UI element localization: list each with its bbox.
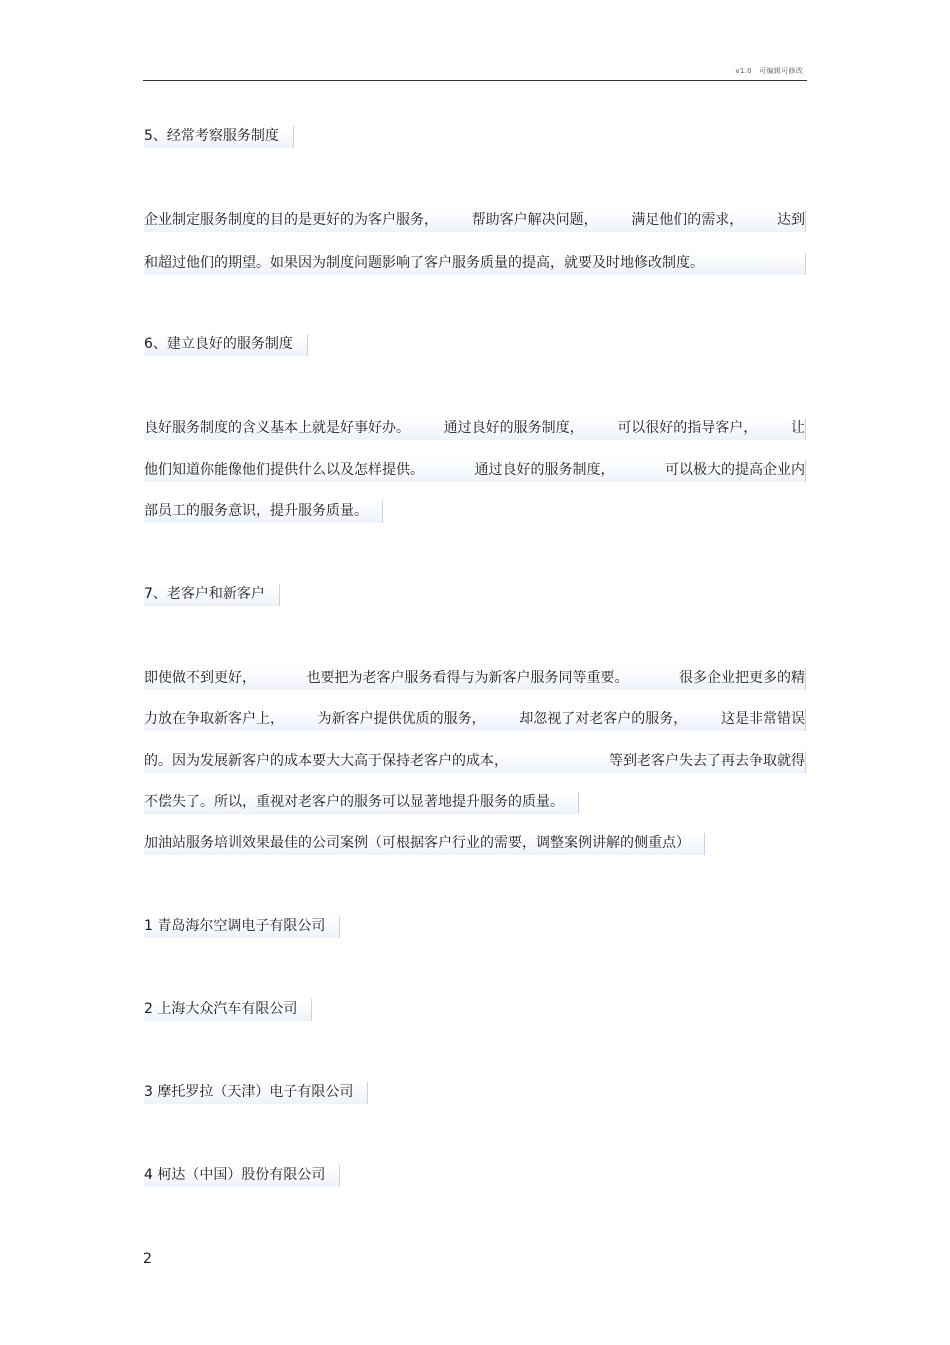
section-5-heading: 5、经常考察服务制度 xyxy=(144,126,294,148)
section-6-paragraph-line-1 xyxy=(144,418,806,440)
text-segment: 帮助客户解决问题， xyxy=(471,212,598,228)
text-segment: 可以极大的提高企业内 xyxy=(665,462,805,478)
section-7-paragraph-line-4: 不偿失了。所以，重视对老客户的服务可以显著地提升服务的质量。 xyxy=(144,792,579,814)
section-7-paragraph-line-1 xyxy=(144,668,806,690)
text-segment: 却忽视了对老客户的服务， xyxy=(519,711,688,727)
text-segment: 可以很好的指导客户， xyxy=(617,420,758,436)
section-6-heading: 6、建立良好的服务制度 xyxy=(144,334,308,356)
header-divider xyxy=(143,80,807,81)
text-segment: 等到老客户失去了再去争取就得 xyxy=(609,753,805,769)
section-5-paragraph-line-1 xyxy=(144,210,806,232)
section-6-paragraph-line-2 xyxy=(144,460,806,482)
case-study-intro: 加油站服务培训效果最佳的公司案例（可根据客户行业的需要，调整案例讲解的侧重点） xyxy=(144,833,705,855)
text-segment: 的。因为发展新客户的成本要大大高于保持老客户的成本， xyxy=(144,753,508,769)
text-segment: 力放在争取新客户上， xyxy=(144,711,284,727)
company-list-item: 2 上海大众汽车有限公司 xyxy=(144,999,312,1021)
section-5-paragraph-line-2: 和超过他们的期望。如果因为制度问题影响了客户服务质量的提高，就要及时地修改制度。 xyxy=(144,253,806,275)
company-list-item: 1 青岛海尔空调电子有限公司 xyxy=(144,916,340,938)
text-segment: 为新客户提供优质的服务， xyxy=(317,711,486,727)
text-segment: 他们知道你能像他们提供什么以及怎样提供。 xyxy=(144,462,424,478)
text-segment: 很多企业把更多的精 xyxy=(679,670,805,686)
text-segment: 企业制定服务制度的目的是更好的为客户服务， xyxy=(144,212,438,228)
text-segment: 也要把为老客户服务看得与为新客户服务同等重要。 xyxy=(306,670,629,686)
section-7-heading: 7、老客户和新客户 xyxy=(144,584,280,606)
text-segment: 良好服务制度的含义基本上就是好事好办。 xyxy=(144,420,410,436)
page-number: 2 xyxy=(143,1251,152,1267)
company-list-item: 4 柯达（中国）股份有限公司 xyxy=(144,1165,340,1187)
text-segment: 这是非常错误 xyxy=(720,711,805,727)
company-list-item: 3 摩托罗拉（天津）电子有限公司 xyxy=(144,1082,368,1104)
section-7-paragraph-line-3 xyxy=(144,751,806,773)
text-segment: 满足他们的需求， xyxy=(631,212,744,228)
text-segment: 达到 xyxy=(776,212,805,228)
header-version-label: v1.0 可编辑可修改 xyxy=(735,67,803,75)
text-segment: 通过良好的服务制度， xyxy=(443,420,584,436)
text-segment: 让 xyxy=(790,420,805,436)
text-segment: 即使做不到更好， xyxy=(144,670,256,686)
section-7-paragraph-line-2 xyxy=(144,709,806,731)
section-6-paragraph-line-3: 部员工的服务意识，提升服务质量。 xyxy=(144,501,383,523)
text-segment: 通过良好的服务制度， xyxy=(474,462,615,478)
